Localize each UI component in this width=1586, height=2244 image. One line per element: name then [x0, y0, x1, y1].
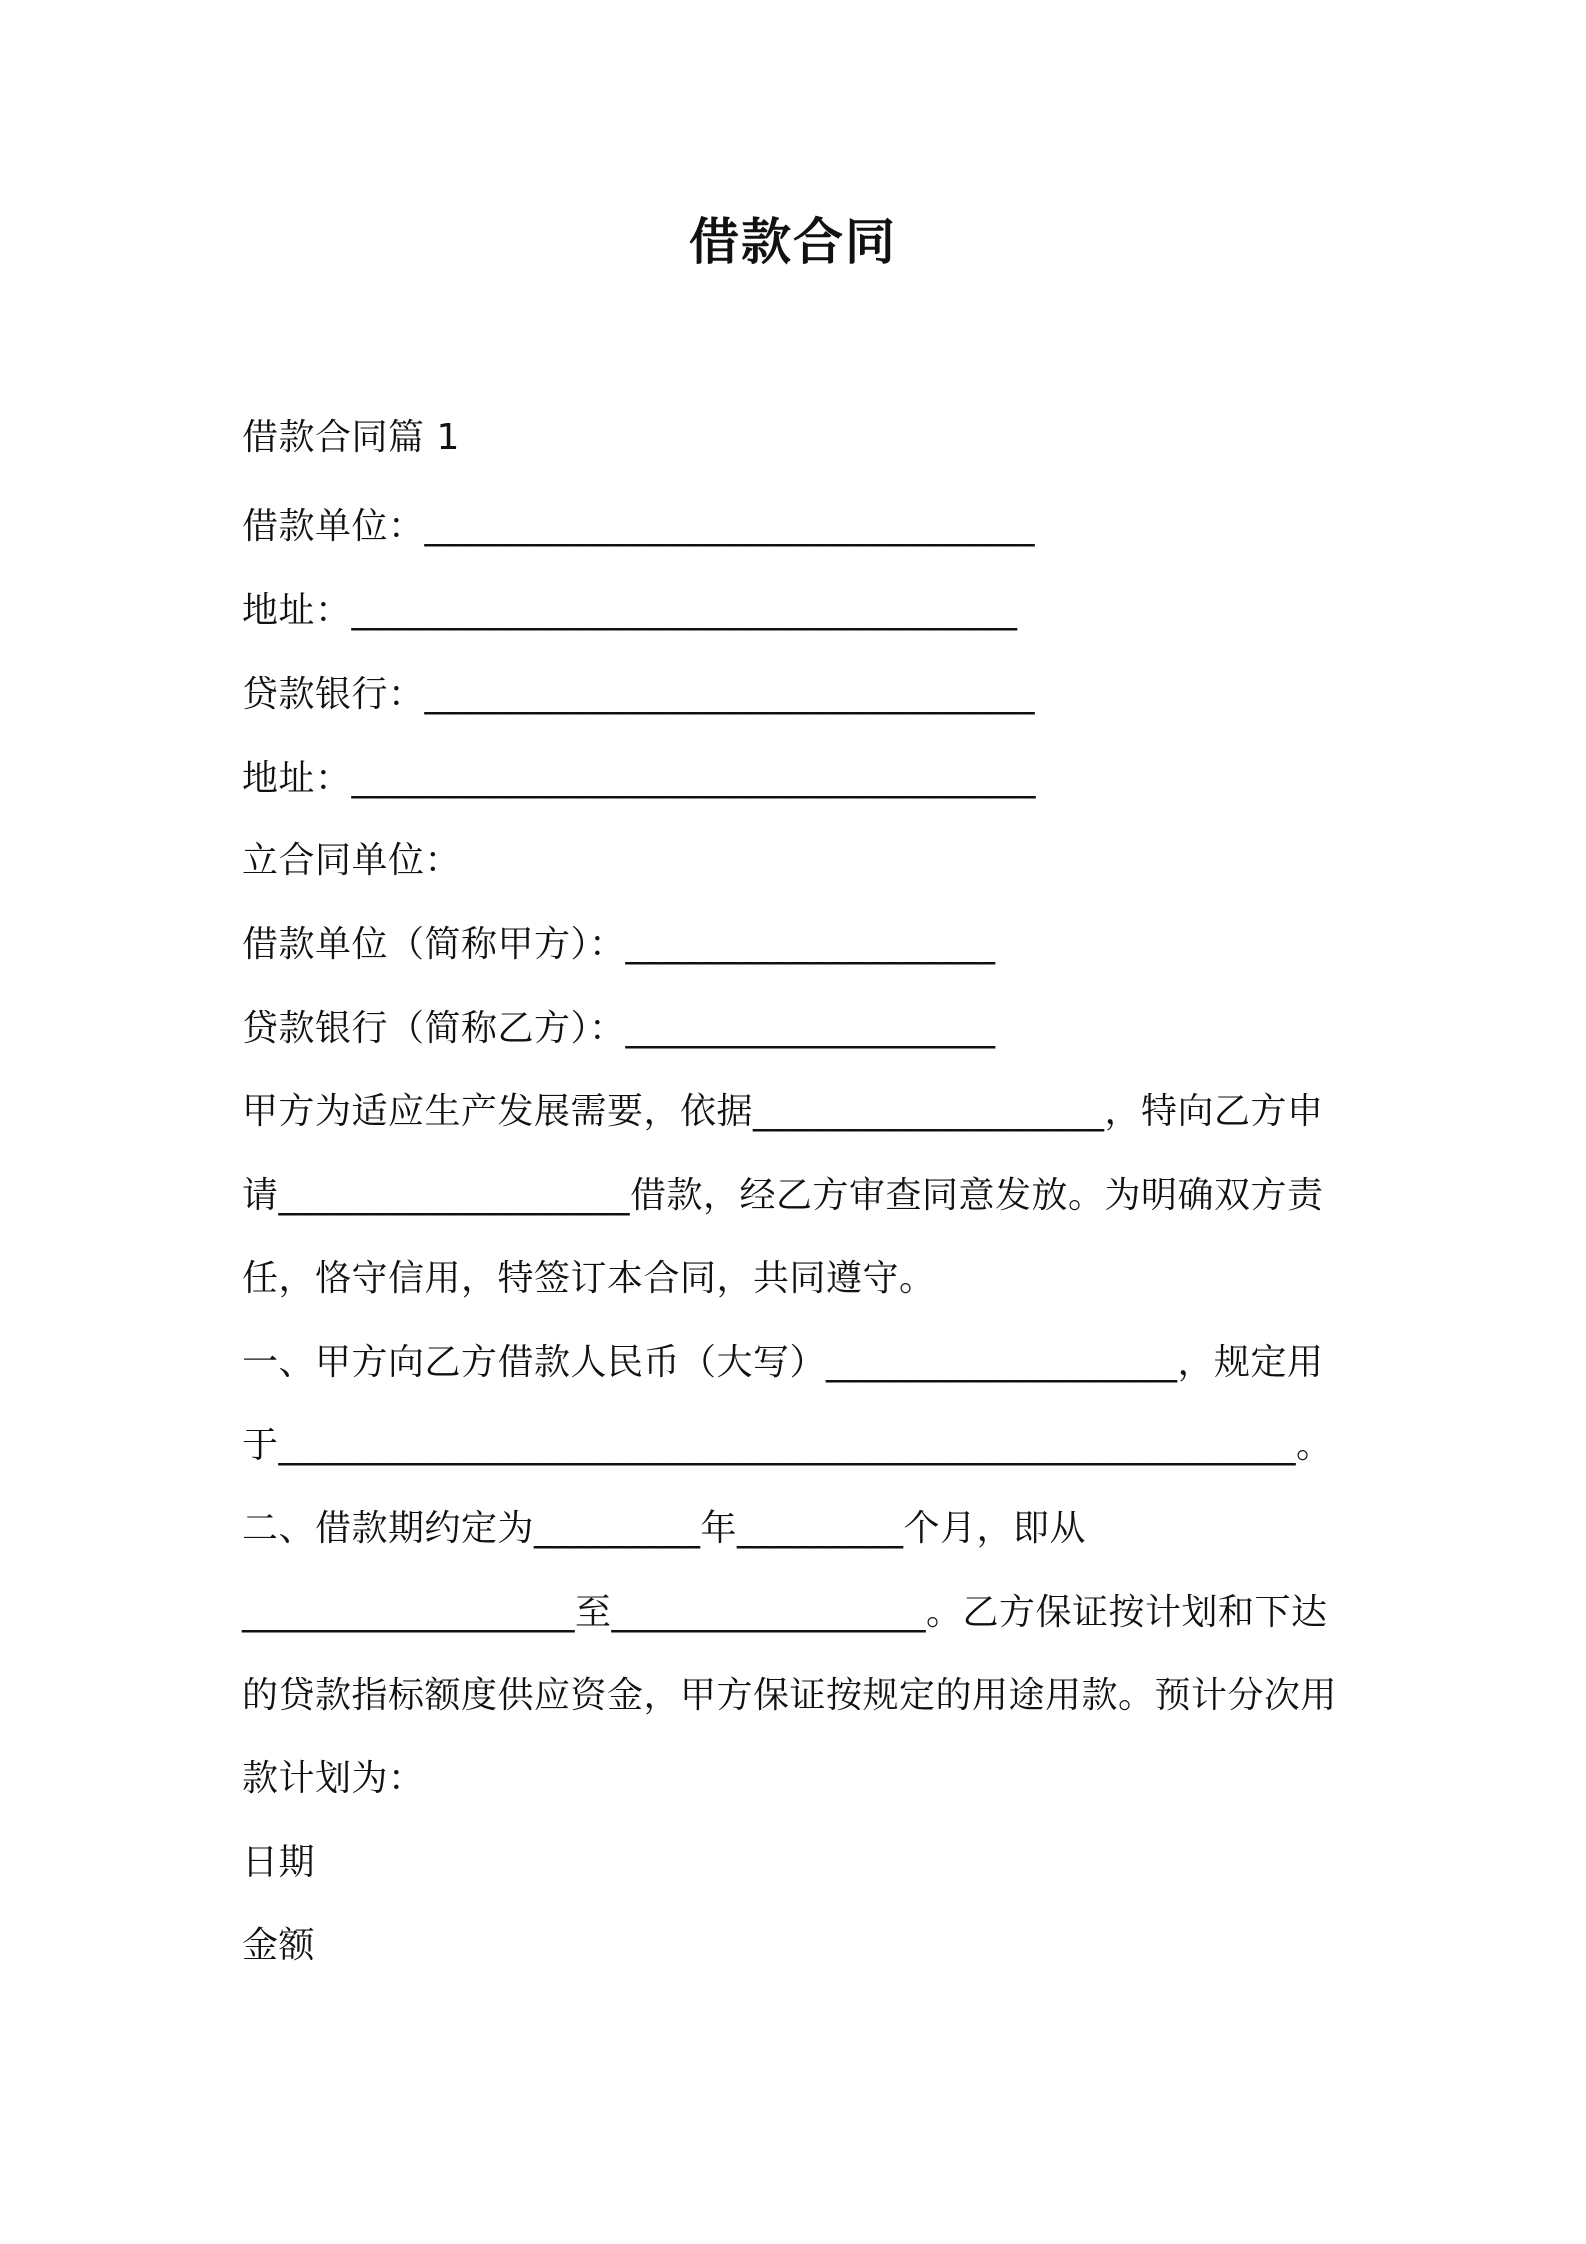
party-b-line: 贷款银行（简称乙方）：____________________ [242, 1008, 996, 1049]
borrower-unit-line: 借款单位：_________________________________ [242, 506, 1036, 547]
clause-one-line: 一、甲方向乙方借款人民币（大写）___________________，规定用 [242, 1342, 1324, 1383]
amount-label: 金额 [242, 1925, 316, 1966]
document-title: 借款合同 [689, 213, 897, 271]
bank-address-line: 地址：_____________________________________ [242, 758, 1037, 799]
clause-two-line: __________________至_________________。乙方保证按计划和下达 [242, 1592, 1328, 1633]
section-heading: 借款合同篇 1 [242, 417, 460, 458]
paragraph-line: 甲方为适应生产发展需要，依据___________________，特向乙方申 [242, 1091, 1324, 1132]
lending-bank-line: 贷款银行：_________________________________ [242, 674, 1036, 715]
contracting-parties-line: 立合同单位： [242, 840, 462, 881]
paragraph-line: 任，恪守信用，特签订本合同，共同遵守。 [242, 1258, 936, 1299]
clause-one-line: 于_______________________________________________________。 [242, 1425, 1333, 1466]
date-label: 日期 [242, 1842, 316, 1883]
party-a-line: 借款单位（简称甲方）：____________________ [242, 924, 996, 965]
clause-two-line: 二、借款期约定为_________年_________个月，即从 [242, 1508, 1087, 1549]
clause-two-line: 的贷款指标额度供应资金，甲方保证按规定的用途用款。预计分次用 [242, 1675, 1338, 1716]
paragraph-line: 请___________________借款，经乙方审查同意发放。为明确双方责 [242, 1175, 1324, 1216]
clause-two-line: 款计划为： [242, 1758, 425, 1799]
borrower-address-line: 地址：____________________________________ [242, 590, 1018, 631]
